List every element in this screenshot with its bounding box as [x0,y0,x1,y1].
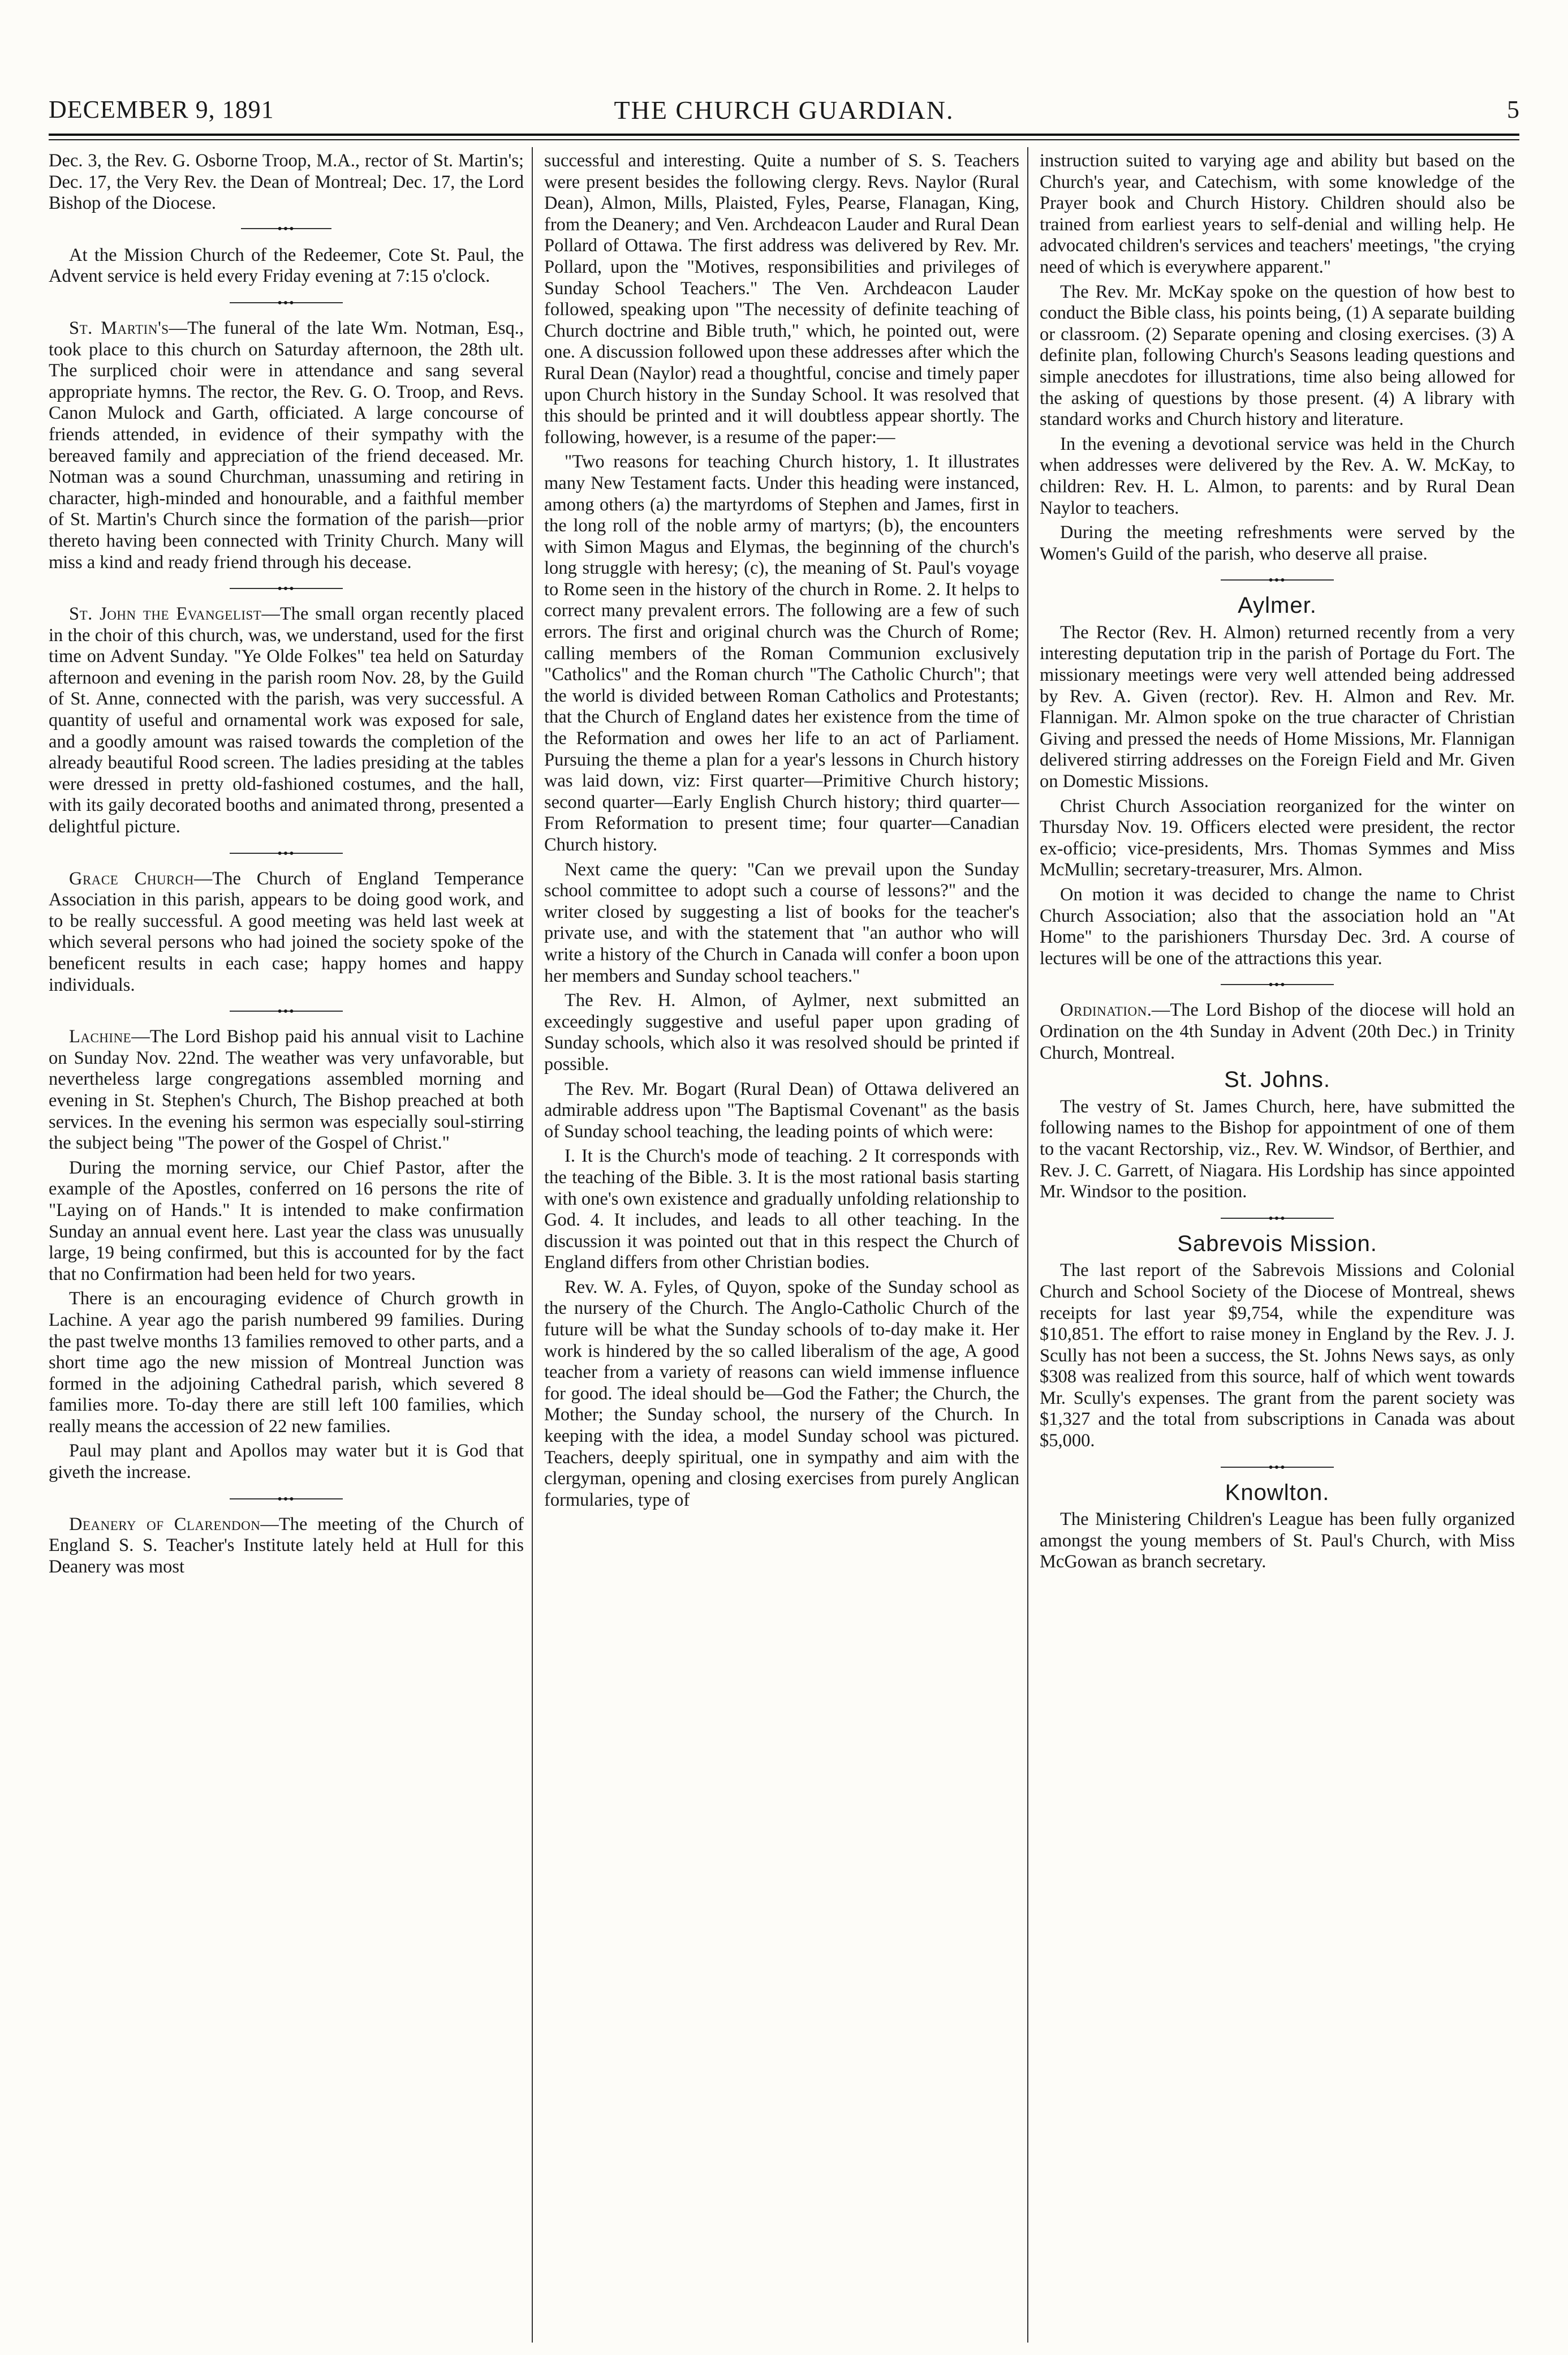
section-heading: Sabrevois Mission. [1177,1231,1377,1256]
article-lachine [49,1026,524,1154]
paragraph: At the Mission Church of the Redeemer, Cote St. Paul, the Advent service is held every Friday evening at 7:15 o'clock. [49,244,524,287]
separator-rule [241,220,331,237]
article-st-john [49,604,524,838]
article-body: —The Lord Bishop paid his annual visit to Lachine on Sunday Nov. 22nd. The weather was very unfavorable, but nevertheless large congregations assembled morning and evening in St. Stephen's Church, The Bishop preached at both services. In the evening his sermon was especially soul-stirring the subject being "The power of the Gospel of Christ." [49,1026,524,1154]
masthead-rule-thick [49,134,1519,136]
separator-ornament [1221,571,1334,588]
column-3 [1040,151,1515,2335]
article-body: —The Church of England Temperance Association in this parish, appears to be doing good work, and to be really successful. A good meeting was held last week at which several persons who had joined the society spoke of the beneficent results in each case; happy homes and happy individuals. [49,868,524,995]
paragraph: The Ministering Children's League has been fully organized amongst the young members of St. Paul's Church, with Miss McGowan as branch secretary. [1040,1509,1515,1572]
article-lead: Ordination [1060,1000,1147,1021]
paragraph: During the morning service, our Chief Pastor, after the example of the Apostles, conferred on 16 persons the rite of "Laying on of Hands." It is intended to make confirmation Sunday an annual event here. Last year the class was unusually large, 19 being confirmed, but this is accounted for by the fact that no Confirmation had been held for two years. [49,1157,524,1284]
separator-ornament [230,1490,343,1507]
article-lead: Grace Church [69,868,194,889]
article-ordination [1040,1000,1515,1064]
masthead [49,95,1519,129]
page-number: 5 [1507,96,1519,123]
article-lead: St. Martin's [69,317,169,338]
paragraph: I. It is the Church's mode of teaching. 2 It corresponds with the teaching of the Bible. 3. It is the most rational basis starting with one's own existence and gradually unfolding relationship to God. 4. It includes, and leads to all other teaching. In the discussion it was pointed out that in this respect the Church of England differs from other Christian bodies. [544,1146,1019,1273]
paragraph: successful and interesting. Quite a number of S. S. Teachers were present besides the following clergy. Revs. Naylor (Rural Dean), Almon, Mills, Plaisted, Fyles, Pearse, Flanagan, King, from the Deanery; and Ven. Archdeacon Lauder and Rural Dean Pollard of Ottawa. The first address was delivered by Rev. Mr. Pollard, upon the "Motives, responsibilities and privileges of Sunday School Teachers." The Ven. Archdeacon Lauder followed, speaking upon "The necessity of definite teaching of Church doctrine and Bible truth," which, he pointed out, were one. A discussion followed upon these addresses after which the Rural Dean (Naylor) read a thoughtful, concise and timely paper upon Church history in the Sunday School. It was resolved that this should be printed and it will doubtless appear shortly. The following, however, is a resume of the paper:— [544,151,1019,448]
issue-date: DECEMBER 9, 1891 [49,96,274,123]
paragraph: In the evening a devotional service was held in the Church when addresses were delivered by the Rev. A. W. McKay, to children: Rev. H. L. Almon, to parents: and by Rural Dean Naylor to teachers. [1040,433,1515,518]
article-lead: St. John the Evangelist [69,604,262,625]
article-body: —The funeral of the late Wm. Notman, Esq., took place to this church on Saturday afternoon, the 28th ult. The surpliced choir were in attendance and sang several appropriate hymns. The rector, the Rev. G. O. Troop, and Revs. Canon Mulock and Garth, officiated. A large concourse of friends attended, in evidence of their sympathy with the bereaved family and appreciation of the friend deceased. Mr. Notman was a sound Churchman, unassuming and retiring in character, high-minded and honourable, and a faithful member of St. Martin's Church since the formation of the parish—prior thereto having been connected with Trinity Church. Many will miss a kind and ready friend through his decease. [49,317,524,573]
paragraph: The Rev. Mr. McKay spoke on the question of how best to conduct the Bible class, his points being, (1) A separate building or classroom. (2) Separate opening and closing exercises. (3) A definite plan, following Church's Seasons leading questions and simple anecdotes for illustrations, time also being allowed for the asking of questions by those present. (4) A library with standard works and Church history and literature. [1040,281,1515,430]
separator-ornament [230,580,343,597]
section-heading: Knowlton. [1225,1480,1330,1505]
column-divider [532,147,533,2343]
article-body: —The small organ recently placed in the choir of this church, was, we understand, used for the first time on Advent Sunday. "Ye Olde Folkes" tea held on Saturday afternoon and evening in the parish room Nov. 28, by the Guild of St. Anne, connected with the parish, was very successful. A quantity of useful and ornamental work was exposed for sale, and a goodly amount was raised towards the completion of the already beautiful Rood screen. The ladies presiding at the tables were dressed in pretty old-fashioned costumes, and the hall, with its gaily decorated booths and animated throng, presented a delightful picture. [49,604,524,837]
masthead-rule-thin [49,139,1519,140]
column-2 [544,151,1019,2335]
paragraph: The Rector (Rev. H. Almon) returned recently from a very interesting deputation trip in the parish of Portage du Fort. The missionary meetings were very well attended being addressed by Rev. A. Given (rector). Rev. H. Almon and Rev. Mr. Flannigan. Mr. Almon spoke on the true character of Christian Giving and pressed the needs of Home Missions, Mr. Flannigan delivered stirring addresses on the Foreign Field and Mr. Given on Domestic Missions. [1040,622,1515,792]
paragraph: Paul may plant and Apollos may water but it is God that giveth the increase. [49,1441,524,1483]
separator-ornament [1221,1210,1334,1227]
article-body: —The meeting of the Church of England S. S. Teacher's Institute lately held at Hull for this Deanery was most [49,1514,524,1577]
article-grace-church [49,869,524,996]
paragraph: instruction suited to varying age and ability but based on the Church's year, and Catechism, with some knowledge of the Prayer book and Church History. Children should also be trained from earliest years to self-denial and willing help. He advocated children's services and teachers' meetings, "the crying need of which is everywhere apparent." [1040,151,1515,277]
paragraph: On motion it was decided to change the name to Christ Church Association; also that the association hold an "At Home" to the parishioners Thursday Dec. 3rd. A course of lectures will be one of the attractions this year. [1040,884,1515,969]
paragraph: The vestry of St. James Church, here, have submitted the following names to the Bishop for appointment of one of them to the vacant Rectorship, viz., Rev. W. Windsor, of Berthier, and Rev. J. C. Garrett, of Niagara. His Lordship has since appointed Mr. Windsor to the position. [1040,1096,1515,1202]
paragraph: The Rev. H. Almon, of Aylmer, next submitted an exceedingly suggestive and useful paper upon grading of Sunday schools, which also it was resolved should be printed if possible. [544,990,1019,1075]
separator-ornament [230,845,343,862]
article-lead: Lachine [69,1026,132,1047]
paragraph: There is an encouraging evidence of Church growth in Lachine. A year ago the parish numbered 99 families. During the past twelve months 13 families removed to other parts, and a short time ago the new mission of Montreal Junction was formed in the adjoining Cathedral parish, which severed 8 families more. To-day there are still left 100 families, which really means the accession of 22 new families. [49,1288,524,1437]
paragraph: During the meeting refreshments were served by the Women's Guild of the parish, who deserve all praise. [1040,522,1515,564]
paragraph: The Rev. Mr. Bogart (Rural Dean) of Ottawa delivered an admirable address upon "The Baptismal Covenant" as the basis of Sunday school teaching, the leading points of which were: [544,1078,1019,1142]
separator-ornament [1221,976,1334,993]
paragraph: Dec. 3, the Rev. G. Osborne Troop, M.A., rector of St. Martin's; Dec. 17, the Very Rev. the Dean of Montreal; Dec. 17, the Lord Bishop of the Diocese. [49,151,524,214]
newspaper-title: THE CHURCH GUARDIAN. [614,96,954,124]
separator-ornament [230,1003,343,1020]
column-1 [49,151,524,2335]
paragraph: Next came the query: "Can we prevail upon the Sunday school committee to adopt such a course of lessons?" and the writer closed by suggesting a list of books for the teacher's private use, and with the statement that "an author who will write a history of the Church in Canada will confer a boon upon her members and Sunday school teachers." [544,859,1019,986]
paragraph: Rev. W. A. Fyles, of Quyon, spoke of the Sunday school as the nursery of the Church. The Anglo-Catholic Church of the future will be what the Sunday schools of to-day make it. Her work is hindered by the so called liberalism of the age, A good teacher from a variety of reasons can wield immense influence for good. The ideal should be—God the Father; the Church, the Mother; the Sunday school, the nursery of the Church. In keeping with the idea, a model Sunday school was pictured. Teachers, deeply spiritual, one in sympathy and aim with the clergyman, opening and closing exercises from purely Anglican formularies, type of [544,1277,1019,1510]
article-st-martins [49,318,524,573]
section-heading: Aylmer. [1238,593,1317,618]
article-clarendon [49,1514,524,1578]
article-lead: Deanery of Clarendon [69,1514,261,1535]
paragraph: The last report of the Sabrevois Missions and Colonial Church and School Society of the Diocese of Montreal, shews receipts for last year $9,754, while the expenditure was $10,851. The effort to raise money in England by the Rev. J. J. Scully has not been a success, the St. Johns News says, as only $308 was realized from this source, half of which went towards Mr. Scully's expenses. The grant from the parent society was $1,327 and the total from subscriptions in Canada was about $5,000. [1040,1260,1515,1451]
paragraph: "Two reasons for teaching Church history, 1. It illustrates many New Testament facts. Under this heading were instanced, among others (a) the martyrdoms of Stephen and James, first in the long roll of the noble army of martyrs; (b), the encounters with Simon Magus and Elymas, the beginning of the church's long struggle with heresy; (c), the meaning of St. Paul's voyage to Rome seen in the history of the church in Rome. 2. It helps to correct many prevalent errors. The following are a few of such errors. The first and original church was the Church of Rome; calling members of the Roman Communion exclusively "Catholics" and the Roman church "The Catholic Church"; that the world is divided between Roman Catholics and Protestants; that the Church of England dates her existence from the time of the Reformation and owes her life to an act of Parliament. Pursuing the theme a plan for a year's lessons in Church history was laid down, viz: First quarter—Primitive Church history; second quarter—Early English Church history; third quarter—From Reformation to present time; four quarter—Canadian Church history. [544,452,1019,855]
section-heading: St. Johns. [1224,1067,1330,1093]
article-body: .—The Lord Bishop of the diocese will hold an Ordination on the 4th Sunday in Advent (20th Dec.) in Trinity Church, Montreal. [1040,1000,1515,1063]
separator-ornament [1221,1459,1334,1476]
paragraph: Christ Church Association reorganized for the winter on Thursday Nov. 19. Officers elected were president, the rector ex-officio; vice-presidents, Mrs. Thomas Symmes and Miss McMullin; secretary-treasurer, Mrs. Almon. [1040,796,1515,880]
column-divider [1027,147,1028,2343]
separator-ornament [230,294,343,311]
